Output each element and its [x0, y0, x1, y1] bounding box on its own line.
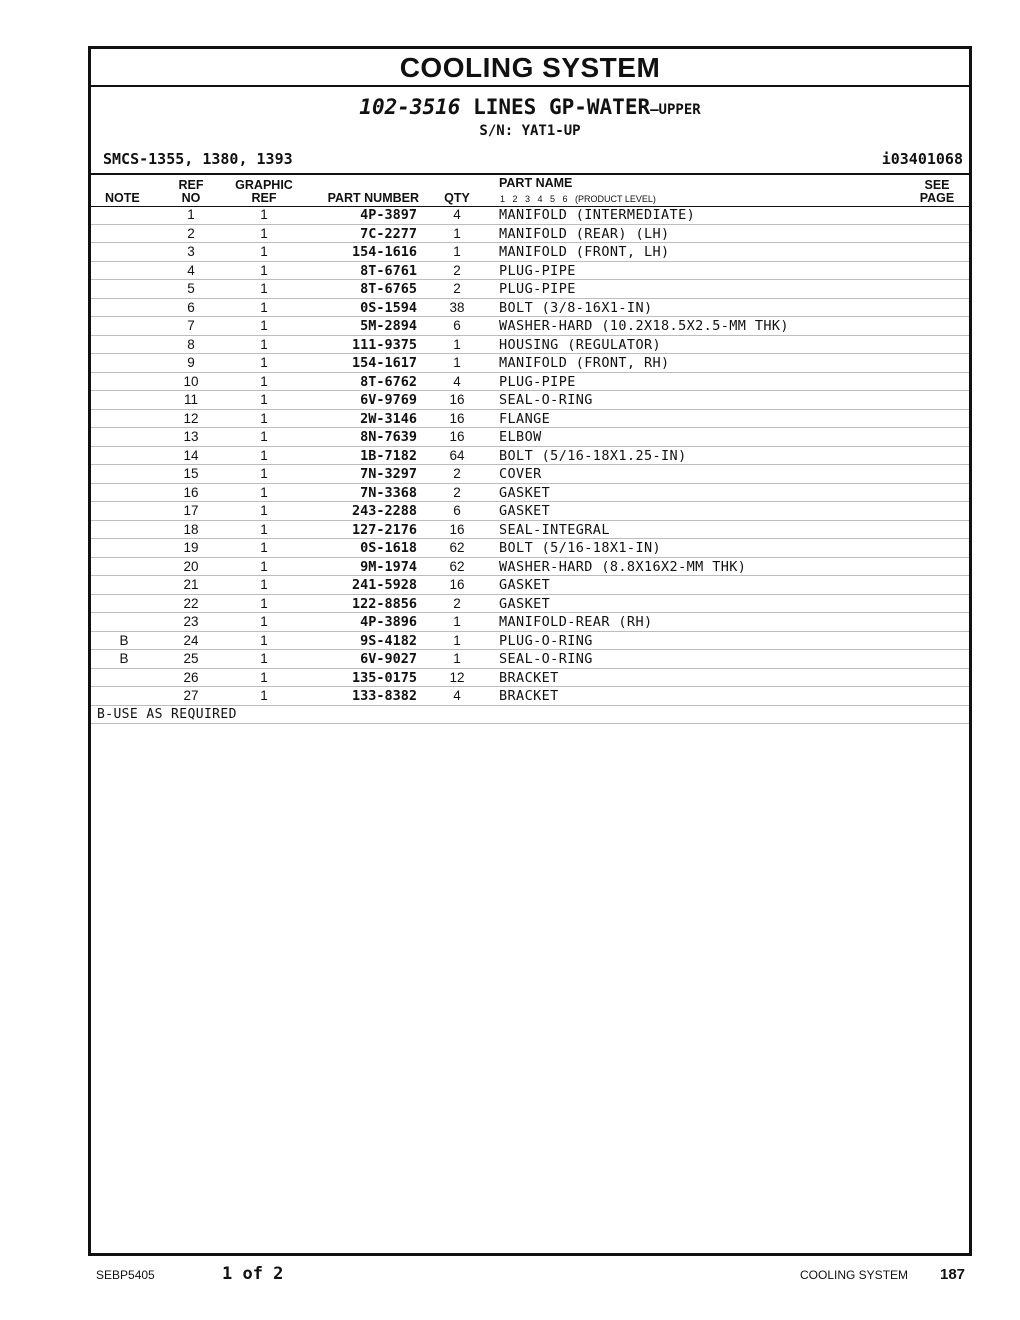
ref-no-cell: 22	[183, 595, 199, 611]
header-part-number: PART NUMBER	[327, 191, 419, 205]
group-number: 102-3516	[359, 95, 461, 119]
ref-no-cell: 24	[183, 632, 199, 648]
part-name-cell: MANIFOLD (FRONT, RH)	[499, 355, 670, 371]
part-name-cell: GASKET	[499, 577, 551, 593]
table-row	[91, 373, 969, 392]
part-number-cell: 127-2176	[351, 521, 417, 538]
header-note: NOTE	[105, 191, 140, 205]
header-ref-bottom: NO	[181, 191, 201, 205]
ref-no-cell: 6	[187, 299, 195, 315]
part-name-cell: COVER	[499, 466, 542, 482]
part-name-cell: SEAL-O-RING	[499, 392, 593, 408]
table-row	[91, 650, 969, 669]
part-name-cell: MANIFOLD (FRONT, LH)	[499, 244, 670, 260]
graphic-ref-cell: 1	[260, 669, 268, 685]
part-number-cell: 2W-3146	[360, 410, 417, 427]
group-suffix: —UPPER	[650, 102, 701, 118]
table-row	[91, 632, 969, 651]
qty-cell: 62	[449, 558, 465, 574]
part-name-cell: PLUG-PIPE	[499, 281, 576, 297]
table-row	[91, 225, 969, 244]
graphic-ref-cell: 1	[260, 688, 268, 703]
footnote-row	[91, 706, 969, 725]
ref-no-cell: 16	[183, 484, 199, 500]
ref-no-cell: 14	[183, 447, 199, 463]
ref-no-cell: 12	[183, 410, 199, 426]
part-name-cell: MANIFOLD-REAR (RH)	[499, 614, 653, 630]
qty-cell: 2	[453, 595, 461, 611]
part-name-cell: PLUG-O-RING	[499, 632, 593, 649]
graphic-ref-cell: 1	[260, 281, 268, 296]
part-number-cell: 8T-6762	[360, 373, 417, 390]
part-name-cell: MANIFOLD (INTERMEDIATE)	[499, 207, 696, 223]
qty-cell: 16	[449, 577, 465, 592]
qty-cell: 1	[453, 336, 461, 352]
part-number-cell: 8N-7639	[360, 429, 417, 445]
part-number-cell: 6V-9027	[360, 651, 417, 667]
footer-page-number: 187	[940, 1266, 966, 1283]
ref-no-cell: 8	[187, 336, 195, 352]
graphic-ref-cell: 1	[260, 355, 268, 370]
table-row	[91, 576, 969, 595]
header-see-top: SEE	[924, 178, 950, 192]
part-name-cell: PLUG-PIPE	[499, 373, 576, 390]
table-row	[91, 262, 969, 281]
header-graphic-bottom: REF	[251, 191, 277, 205]
part-number-cell: 0S-1594	[360, 299, 417, 316]
graphic-ref-cell: 1	[260, 447, 268, 463]
graphic-ref-cell: 1	[260, 225, 268, 241]
qty-cell: 1	[453, 355, 461, 370]
qty-cell: 16	[449, 521, 465, 537]
part-number-cell: 122-8856	[351, 595, 417, 612]
table-row	[91, 687, 969, 706]
ref-no-cell: 23	[183, 614, 199, 629]
graphic-ref-cell: 1	[260, 503, 268, 518]
part-number-cell: 154-1616	[351, 244, 417, 260]
table-row	[91, 354, 969, 373]
table-row	[91, 317, 969, 336]
ref-no-cell: 27	[183, 688, 199, 703]
footnote: B-USE AS REQUIRED	[97, 706, 237, 722]
qty-cell: 1	[453, 632, 461, 648]
ref-no-cell: 26	[183, 669, 199, 685]
table-row	[91, 669, 969, 688]
ref-no-cell: 21	[183, 577, 199, 592]
qty-cell: 1	[453, 651, 461, 666]
qty-cell: 16	[449, 429, 465, 444]
ref-no-cell: 13	[183, 429, 199, 444]
qty-cell: 1	[453, 244, 461, 259]
ref-no-cell: 25	[183, 651, 199, 666]
part-name-cell: ELBOW	[499, 429, 542, 445]
header-qty: QTY	[444, 191, 470, 205]
part-number-cell: 241-5928	[351, 577, 417, 593]
graphic-ref-cell: 1	[260, 429, 268, 444]
part-number-cell: 135-0175	[351, 669, 417, 686]
table-row	[91, 465, 969, 484]
footer-page-of: 1 of 2	[222, 1264, 284, 1284]
part-number-cell: 9M-1974	[360, 558, 417, 575]
part-number-cell: 4P-3896	[360, 614, 417, 630]
table-row	[91, 558, 969, 577]
part-number-cell: 8T-6765	[360, 281, 417, 297]
graphic-ref-cell: 1	[260, 262, 268, 278]
qty-cell: 38	[449, 299, 465, 315]
section-title: COOLING SYSTEM	[91, 49, 969, 87]
graphic-ref-cell: 1	[260, 373, 268, 389]
ref-no-cell: 20	[183, 558, 199, 574]
header-graphic-top: GRAPHIC	[235, 178, 293, 192]
ref-no-cell: 9	[187, 355, 195, 370]
ref-no-cell: 18	[183, 521, 199, 537]
footer-doc-number: SEBP5405	[96, 1268, 155, 1282]
part-number-cell: 1B-7182	[360, 447, 417, 464]
graphic-ref-cell: 1	[260, 299, 268, 315]
graphic-ref-cell: 1	[260, 410, 268, 426]
part-name-cell: SEAL-INTEGRAL	[499, 521, 610, 538]
table-row	[91, 243, 969, 262]
smcs-codes: SMCS-1355, 1380, 1393	[103, 150, 293, 168]
part-number-cell: 133-8382	[351, 688, 417, 704]
graphic-ref-cell: 1	[260, 466, 268, 481]
part-number-cell: 4P-3897	[360, 207, 417, 223]
part-name-cell: WASHER-HARD (8.8X16X2-MM THK)	[499, 558, 747, 575]
qty-cell: 4	[453, 373, 461, 389]
ref-no-cell: 17	[183, 503, 199, 518]
qty-cell: 62	[449, 540, 465, 555]
graphic-ref-cell: 1	[260, 318, 268, 333]
table-row	[91, 595, 969, 614]
ref-no-cell: 3	[187, 244, 195, 259]
ref-no-cell: 5	[187, 281, 195, 296]
part-number-cell: 111-9375	[351, 336, 417, 353]
ref-no-cell: 15	[183, 466, 199, 481]
graphic-ref-cell: 1	[260, 614, 268, 629]
part-number-cell: 7C-2277	[360, 225, 417, 242]
illustration-id: i03401068	[881, 150, 963, 168]
qty-cell: 1	[453, 225, 461, 241]
graphic-ref-cell: 1	[260, 207, 268, 222]
table-header	[91, 173, 969, 207]
graphic-ref-cell: 1	[260, 632, 268, 648]
qty-cell: 12	[449, 669, 465, 685]
ref-no-cell: 7	[187, 318, 195, 333]
part-name-cell: MANIFOLD (REAR) (LH)	[499, 225, 670, 242]
part-number-cell: 7N-3297	[360, 466, 417, 482]
qty-cell: 2	[453, 281, 461, 296]
note-cell: B	[119, 632, 129, 648]
part-number-cell: 243-2288	[351, 503, 417, 519]
table-row	[91, 484, 969, 503]
qty-cell: 6	[453, 318, 461, 333]
table-row	[91, 280, 969, 299]
graphic-ref-cell: 1	[260, 392, 268, 407]
qty-cell: 2	[453, 466, 461, 481]
table-row	[91, 206, 969, 225]
footer-section: COOLING SYSTEM	[800, 1268, 909, 1282]
part-name-cell: BRACKET	[499, 669, 559, 686]
qty-cell: 4	[453, 688, 461, 703]
table-row	[91, 391, 969, 410]
graphic-ref-cell: 1	[260, 558, 268, 574]
header-part-name: PART NAME	[499, 176, 573, 190]
qty-cell: 6	[453, 503, 461, 518]
qty-cell: 2	[453, 262, 461, 278]
graphic-ref-cell: 1	[260, 577, 268, 592]
part-name-cell: BOLT (5/16-18X1.25-IN)	[499, 447, 687, 464]
table-row	[91, 410, 969, 429]
qty-cell: 64	[449, 447, 465, 463]
qty-cell: 1	[453, 614, 461, 629]
table-row	[91, 447, 969, 466]
graphic-ref-cell: 1	[260, 484, 268, 500]
qty-cell: 2	[453, 484, 461, 500]
ref-no-cell: 10	[183, 373, 199, 389]
part-name-cell: GASKET	[499, 503, 551, 519]
graphic-ref-cell: 1	[260, 521, 268, 537]
parts-page-frame	[88, 46, 972, 1256]
ref-no-cell: 11	[183, 392, 198, 407]
table-row	[91, 502, 969, 521]
ref-no-cell: 4	[187, 262, 195, 278]
graphic-ref-cell: 1	[260, 595, 268, 611]
ref-no-cell: 19	[183, 540, 199, 555]
part-number-cell: 154-1617	[351, 355, 417, 371]
part-number-cell: 5M-2894	[360, 318, 417, 334]
part-name-cell: HOUSING (REGULATOR)	[499, 336, 662, 353]
part-name-cell: GASKET	[499, 484, 551, 501]
table-row	[91, 521, 969, 540]
graphic-ref-cell: 1	[260, 336, 268, 352]
part-number-cell: 9S-4182	[360, 632, 417, 649]
graphic-ref-cell: 1	[260, 540, 268, 555]
part-number-cell: 6V-9769	[360, 392, 417, 408]
part-number-cell: 7N-3368	[360, 484, 417, 501]
part-name-cell: FLANGE	[499, 410, 551, 427]
graphic-ref-cell: 1	[260, 244, 268, 259]
part-name-cell: WASHER-HARD (10.2X18.5X2.5-MM THK)	[499, 318, 789, 334]
header-ref-top: REF	[178, 178, 204, 192]
qty-cell: 16	[449, 410, 465, 426]
header-product-levels: 1 2 3 4 5 6 (PRODUCT LEVEL)	[500, 194, 656, 204]
header-see-bottom: PAGE	[919, 191, 955, 205]
table-row	[91, 336, 969, 355]
part-name-cell: SEAL-O-RING	[499, 651, 593, 667]
part-number-cell: 0S-1618	[360, 540, 417, 556]
part-number-cell: 8T-6761	[360, 262, 417, 279]
part-name-cell: PLUG-PIPE	[499, 262, 576, 279]
serial-number: S/N: YAT1-UP	[479, 123, 581, 139]
table-row	[91, 539, 969, 558]
table-row	[91, 299, 969, 318]
note-cell: B	[119, 651, 129, 666]
part-name-cell: BOLT (3/8-16X1-IN)	[499, 299, 653, 316]
part-name-cell: BOLT (5/16-18X1-IN)	[499, 540, 662, 556]
part-name-cell: GASKET	[499, 595, 551, 612]
parts-list	[91, 206, 969, 724]
graphic-ref-cell: 1	[260, 651, 268, 666]
group-heading	[91, 95, 969, 122]
ref-no-cell: 2	[187, 225, 195, 241]
qty-cell: 16	[449, 392, 465, 407]
table-row	[91, 428, 969, 447]
qty-cell: 4	[453, 207, 461, 222]
ref-no-cell: 1	[187, 207, 195, 222]
group-name: LINES GP-WATER	[473, 95, 651, 119]
part-name-cell: BRACKET	[499, 688, 559, 704]
table-row	[91, 613, 969, 632]
